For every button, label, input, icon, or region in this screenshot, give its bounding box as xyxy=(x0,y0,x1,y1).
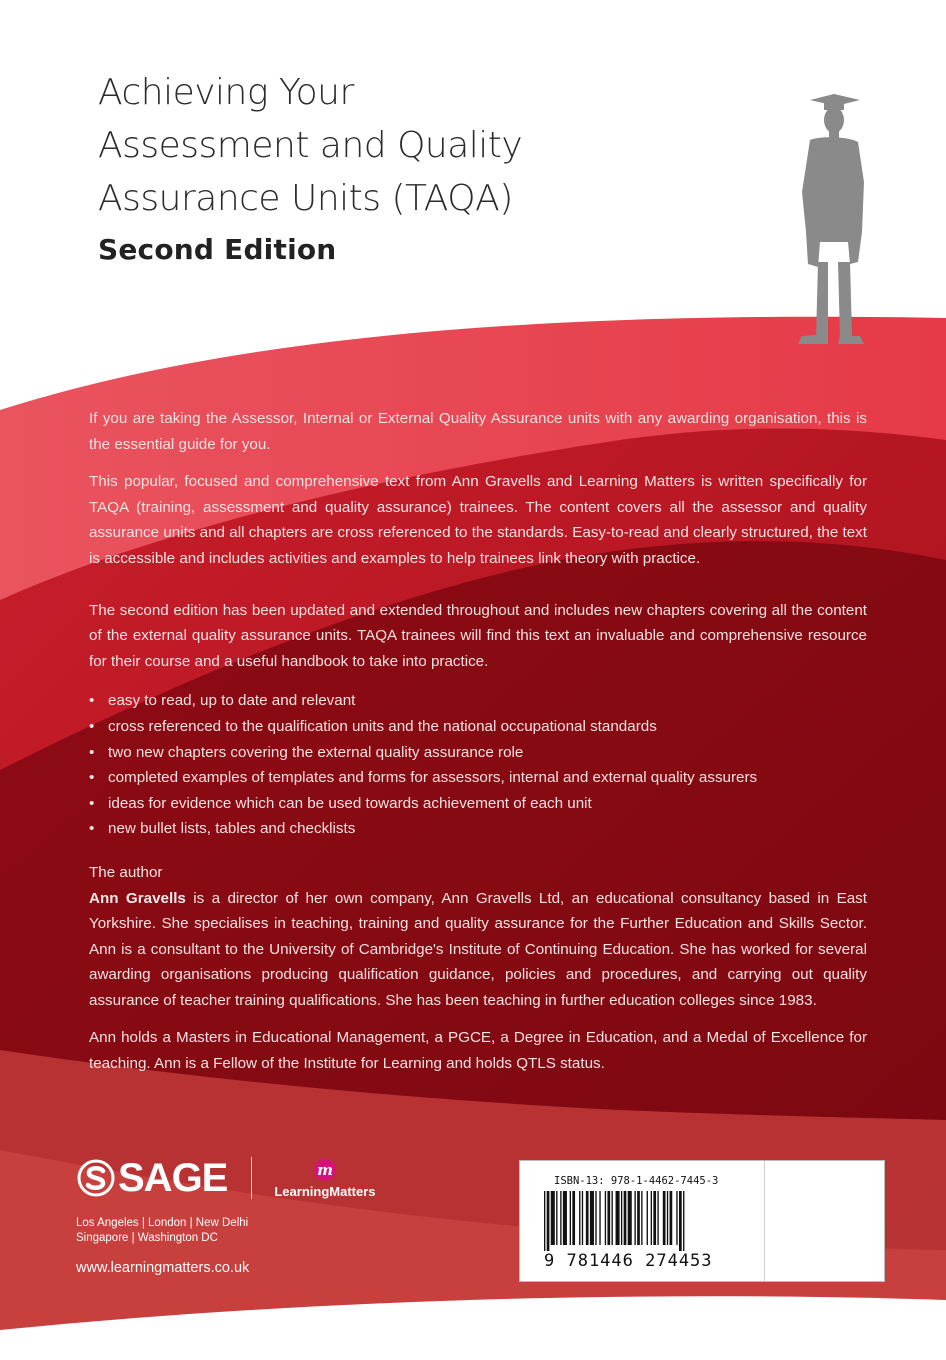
barcode-bar xyxy=(586,1191,589,1245)
feature-list xyxy=(89,688,867,842)
barcode-bar xyxy=(651,1191,652,1245)
barcode-bar xyxy=(637,1191,640,1245)
barcode-bar xyxy=(547,1191,550,1251)
edition-label: Second Edition xyxy=(98,233,337,266)
list-item: • easy to read, up to date and relevant xyxy=(89,688,867,714)
list-item: • new bullet lists, tables and checklists xyxy=(89,816,867,842)
barcode-bar xyxy=(551,1191,555,1245)
bullet-icon: • xyxy=(89,692,95,710)
barcode-bar xyxy=(679,1191,682,1251)
barcode-bar xyxy=(676,1191,677,1245)
list-item: • completed examples of templates and forms for assessors, internal and external quality assurers xyxy=(89,765,867,791)
list-item: • two new chapters covering the external quality assurance role xyxy=(89,740,867,766)
bullet-icon: • xyxy=(89,794,95,812)
bullet-icon: • xyxy=(89,769,95,787)
bullet-icon: • xyxy=(89,717,95,735)
publisher-logos xyxy=(76,1156,376,1200)
barcode-bar xyxy=(624,1191,627,1245)
list-item: • ideas for evidence which can be used towards achievement of each unit xyxy=(89,791,867,817)
second-edition-paragraph: The second edition has been updated and extended throughout and includes new chapters covering all the content of the external quality assurance units. TAQA trainees will find this text an invaluable and comprehensive resource for their course and a useful handbook to take into practice. xyxy=(89,601,867,670)
list-item: • cross referenced to the qualification units and the national occupational standards xyxy=(89,714,867,740)
bullet-icon: • xyxy=(89,820,95,838)
author-bio xyxy=(89,886,867,1014)
barcode-bar xyxy=(670,1191,673,1245)
author-name: Ann Gravells xyxy=(89,889,186,907)
title-block xyxy=(98,66,522,266)
barcode-bar xyxy=(667,1191,668,1245)
isbn-digits: 9 781446 274453 xyxy=(544,1251,713,1271)
barcode-bar xyxy=(612,1191,613,1245)
publisher-block xyxy=(76,1156,376,1276)
learning-matters-wordmark: LearningMatters xyxy=(274,1183,376,1199)
barcode-bar xyxy=(647,1191,648,1245)
barcode-bar xyxy=(544,1191,545,1251)
barcode-bar xyxy=(590,1191,594,1245)
barcode-bar xyxy=(621,1191,622,1245)
author-heading: The author xyxy=(89,863,163,881)
barcode-bar xyxy=(641,1191,642,1245)
barcode-bar xyxy=(657,1191,658,1245)
author-qualifications: Ann holds a Masters in Educational Management, a PGCE, a Degree in Education, and a Medal of Excellence for teaching. Ann is a Fellow of the Institute for Learning and holds QTLS status. xyxy=(89,1029,867,1073)
intro-paragraph: If you are taking the Assessor, Internal or External Quality Assurance units with any awarding organisation, this is the essential guide for you. xyxy=(89,410,867,453)
price-box-divider xyxy=(764,1161,765,1281)
lm-mark: m xyxy=(316,1160,333,1179)
graduate-silhouette-icon xyxy=(788,92,866,347)
back-cover-blurb xyxy=(89,406,867,1077)
author-bio-text: is a director of her own company, Ann Gravells Ltd, an educational consultancy based in East Yorkshire. She specialises in teaching, training and quality assurance for the Further Education and Skills Sector. Ann is a consultant to the University of Cambridge's Institute of Continuing Education. She has worked for several awarding organisations producing qualification guidance, policies and procedures, and carrying out quality assurance of teacher training qualifications. She has been teaching in further education colleges since 1983. xyxy=(89,889,867,1009)
sage-wordmark: SAGE xyxy=(118,1156,228,1200)
barcode-bar xyxy=(560,1191,561,1245)
barcode-bar xyxy=(607,1191,610,1245)
barcode-bar xyxy=(634,1191,635,1245)
barcode-bar xyxy=(663,1191,666,1245)
barcode-bar xyxy=(616,1191,620,1245)
barcode-bar xyxy=(683,1191,684,1251)
barcode-bar xyxy=(572,1191,575,1245)
book-title-line-1: Achieving Your xyxy=(98,72,354,113)
book-title-line-3: Assurance Units (TAQA) xyxy=(98,178,513,219)
barcode-bar xyxy=(563,1191,567,1245)
barcode-bar xyxy=(599,1191,600,1245)
bullet-icon: • xyxy=(89,743,95,761)
isbn-barcode-box xyxy=(519,1160,885,1282)
description-paragraph: This popular, focused and comprehensive text from Ann Gravells and Learning Matters is written specifically for TAQA (training, assessment and quality assurance) trainees. The content covers all the assessor and quality assurance units and all chapters are cross referenced to the standards. Easy-to-read and clearly structured, the text is accessible and includes activities and examples to help trainees link theory with practice. xyxy=(89,473,867,567)
barcode-bar xyxy=(582,1191,583,1245)
publisher-website: www.learningmatters.co.uk xyxy=(76,1260,250,1276)
barcode-bar xyxy=(579,1191,580,1245)
publisher-cities: Los Angeles | London | New Delhi Singapore | Washington DC xyxy=(76,1217,249,1244)
isbn-label: ISBN-13: 978-1-4462-7445-3 xyxy=(554,1175,719,1187)
barcode-bar xyxy=(595,1191,596,1245)
logo-divider xyxy=(251,1157,252,1199)
book-title-line-2: Assessment and Quality xyxy=(98,125,523,166)
sage-logo-icon xyxy=(76,1156,227,1200)
barcode-bar xyxy=(653,1191,656,1245)
barcode-bar xyxy=(556,1191,557,1245)
learning-matters-logo-icon xyxy=(274,1158,375,1199)
barcode-bar xyxy=(628,1191,632,1245)
barcode-bar xyxy=(570,1191,571,1245)
barcode-icon xyxy=(536,1191,748,1251)
barcode-bar xyxy=(605,1191,606,1245)
